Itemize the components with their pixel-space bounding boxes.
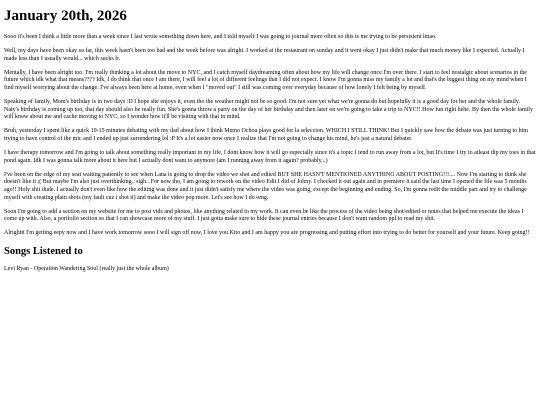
entry-paragraph: I have therapy tomorrow and I'm going to talk about something really important in my life, I dont know how it will go especially since it's a topic I tend to run away from a lot, but It's time I try to atleast dip my toes in that pond again. Idk I was gonna talk more about it here but I actually dont want to anymore (am I running away from it again? probably...) <box>4 150 536 164</box>
entry-paragraph: Speaking of family, Mom's birthday is in two days :D I hope she enjoys it, even tho the weather might not be so good. I'm not sure yet what we're gonna do but hopefully it is a good day for her and the whole family. Naty's birthday is coming up too, that day should also be really fun. She's gonna throw a party on the day of her birthday and then later on we're going to take a trip to NYC!! How fun right hehe. By then the whole family will know about me and cache moving to NYC, so I wonder how it'll be visiting with that in mind. <box>4 99 533 121</box>
entry-paragraph: Sooo it's been I think a little more than a week since I last wrote something down here, and I told myself I was going to journal more often so this is me trying to be persistent lmao. <box>4 34 437 40</box>
entry-paragraph: Soon I'm going to add a section on my website for me to post vids and photos, like anything related to my work. It can even be like the process of the video being shot/edited or notes that helped me execute the ideas I come up with. Also, a portfolio section so that I can showcase more of my stuff. I just gotta make sure to hide these journal entries because I don't want random ppl to read my shit. <box>4 208 524 223</box>
entry-paragraph: Bruh, yesterday I spent like a quick 10-15 minutes debating with my dad about how I think Memo Ochoa plays good for la seleccion. WHICH I STILL THINK! But I quickly saw how the debate was just turning to him trying to have control of the mic and I ended up just surrendering lol :P It's a lot easier now once I realize that I'm not going to change his mind, he's just a natural debater. <box>4 128 528 142</box>
entry-paragraph: I've been on the edge of my seat waiting patiently to see when Lana is going to drop the video we shot and edited BUT SHE HASN'T MENTIONED ANYTHING ABOUT POSTING!!!.... Now I'm starting to think she doesn't like it ;( But maybe I'm also just overthinking.. sigh.. For now tho, I am going to rework on the video Edit I did of Johny. I checked it out again and in premiere it said the last time I opened the file was 5 months ago!! Holy shit dude. I actually don't even like how the editing was done and it just didn't satisfy me where the video was going, except the beginning and ending. So, I'm gonna redit the middle part and try to challenge myself with creating plain shots (my fault cuz i shot it) and make the video pop more. Let's see how I do omg. <box>4 171 527 201</box>
song-item: Levi Ryan - Operation Wandering Soul (really just the whole album) <box>4 265 169 272</box>
entry-paragraph: Well, my days have been okay so far, this week hasn't been too bad and the week before was alright. I worked at the restaurant on sunday and it went okay I just didn't make that much money like I expected. Actually I made less than I usually would... which sucks fr. <box>4 48 525 62</box>
entry-title: January 20th, 2026 <box>4 8 127 24</box>
songs-heading: Songs Listened to <box>4 245 83 257</box>
entry-paragraph: Alrighttt I'm getting eepy now and I have work tomorrow sooo I will sign off now, I love you Kito and I am happy you are progressing and putting effort into trying to do better for yourself and your future. Keep going!! <box>4 230 530 237</box>
entry-paragraph: Mentally, I have been alright too. I'm really thinking a lot about the move to NYC, and I catch myself daydreaming often about how my life will change once I'm over there. I start to feel nostalgic about scenarios in the future which idk what that means???? Idk, I do think that once I am there, I will feel a lot of different feelings that I did not expect. I know I'm gonna miss my family a lot and that's the biggest thing on my mind when I find myself worrying about the change. I've always been here at home, even when I "moved out" I still was coming over everyday because of how lonely I felt being by myself. <box>4 69 527 91</box>
